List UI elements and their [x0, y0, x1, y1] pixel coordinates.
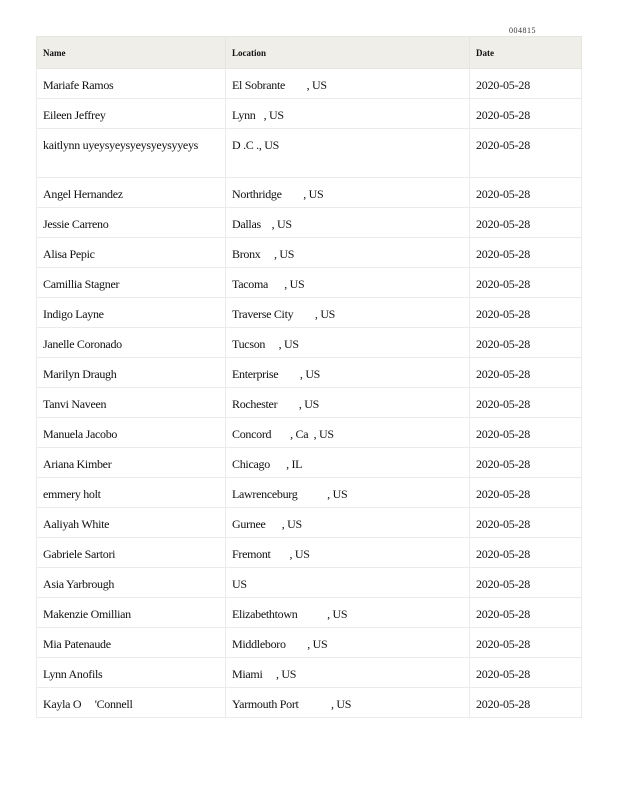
cell-name: Angel Hernandez: [37, 178, 226, 208]
cell-date: 2020-05-28: [470, 328, 582, 358]
cell-name: Jessie Carreno: [37, 208, 226, 238]
table-row: [37, 268, 582, 298]
table-body: [37, 69, 582, 718]
cell-date: 2020-05-28: [470, 358, 582, 388]
cell-date: 2020-05-28: [470, 418, 582, 448]
cell-name: Mia Patenaude: [37, 628, 226, 658]
cell-name: emmery holt: [37, 478, 226, 508]
table-row: [37, 69, 582, 99]
cell-name: Manuela Jacobo: [37, 418, 226, 448]
table-row: [37, 129, 582, 178]
cell-name: Lynn Anofils: [37, 658, 226, 688]
cell-location: Northridge , US: [226, 178, 470, 208]
cell-name: kaitlynn uyeysyeysyeysyeysyyeys: [37, 129, 226, 178]
table-row: [37, 99, 582, 129]
cell-date: 2020-05-28: [470, 69, 582, 99]
cell-name: Alisa Pepic: [37, 238, 226, 268]
cell-date: 2020-05-28: [470, 448, 582, 478]
table-row: [37, 478, 582, 508]
cell-location: Dallas , US: [226, 208, 470, 238]
table-row: [37, 238, 582, 268]
cell-location: Enterprise , US: [226, 358, 470, 388]
cell-name: Indigo Layne: [37, 298, 226, 328]
cell-date: 2020-05-28: [470, 598, 582, 628]
table-row: [37, 418, 582, 448]
cell-location: Concord , Ca , US: [226, 418, 470, 448]
table-row: [37, 628, 582, 658]
cell-location: Gurnee , US: [226, 508, 470, 538]
column-header-location: Location: [226, 37, 470, 69]
cell-location: Tacoma , US: [226, 268, 470, 298]
cell-name: Makenzie Omillian: [37, 598, 226, 628]
cell-date: 2020-05-28: [470, 628, 582, 658]
table-row: [37, 508, 582, 538]
table-row: [37, 328, 582, 358]
cell-date: 2020-05-28: [470, 99, 582, 129]
cell-location: Yarmouth Port , US: [226, 688, 470, 718]
header-row: [37, 37, 582, 69]
table-row: [37, 388, 582, 418]
cell-location: Chicago , IL: [226, 448, 470, 478]
cell-date: 2020-05-28: [470, 388, 582, 418]
table-row: [37, 358, 582, 388]
cell-location: D .C ., US: [226, 129, 470, 178]
cell-date: 2020-05-28: [470, 658, 582, 688]
table-row: [37, 658, 582, 688]
cell-date: 2020-05-28: [470, 538, 582, 568]
cell-date: 2020-05-28: [470, 129, 582, 178]
cell-location: Fremont , US: [226, 538, 470, 568]
table-row: [37, 568, 582, 598]
cell-name: Kayla O 'Connell: [37, 688, 226, 718]
signature-table: [36, 36, 582, 718]
cell-name: Mariafe Ramos: [37, 69, 226, 99]
table-row: [37, 448, 582, 478]
cell-location: Elizabethtown , US: [226, 598, 470, 628]
table-row: [37, 178, 582, 208]
cell-name: Aaliyah White: [37, 508, 226, 538]
cell-name: Janelle Coronado: [37, 328, 226, 358]
table-header: [37, 37, 582, 69]
cell-location: US: [226, 568, 470, 598]
cell-name: Camillia Stagner: [37, 268, 226, 298]
table-row: [37, 538, 582, 568]
cell-location: Traverse City , US: [226, 298, 470, 328]
cell-name: Ariana Kimber: [37, 448, 226, 478]
cell-date: 2020-05-28: [470, 568, 582, 598]
column-header-date: Date: [470, 37, 582, 69]
column-header-name: Name: [37, 37, 226, 69]
cell-location: Lynn , US: [226, 99, 470, 129]
table-row: [37, 598, 582, 628]
cell-location: Lawrenceburg , US: [226, 478, 470, 508]
cell-location: Tucson , US: [226, 328, 470, 358]
cell-location: Rochester , US: [226, 388, 470, 418]
cell-name: Gabriele Sartori: [37, 538, 226, 568]
table-row: [37, 688, 582, 718]
cell-location: Middleboro , US: [226, 628, 470, 658]
cell-date: 2020-05-28: [470, 508, 582, 538]
page-number: 004815: [509, 26, 536, 35]
table-row: [37, 298, 582, 328]
cell-name: Tanvi Naveen: [37, 388, 226, 418]
cell-date: 2020-05-28: [470, 238, 582, 268]
cell-name: Eileen Jeffrey: [37, 99, 226, 129]
cell-location: Miami , US: [226, 658, 470, 688]
cell-date: 2020-05-28: [470, 298, 582, 328]
table-row: [37, 208, 582, 238]
cell-date: 2020-05-28: [470, 478, 582, 508]
cell-location: El Sobrante , US: [226, 69, 470, 99]
cell-date: 2020-05-28: [470, 208, 582, 238]
cell-date: 2020-05-28: [470, 268, 582, 298]
cell-name: Marilyn Draugh: [37, 358, 226, 388]
cell-date: 2020-05-28: [470, 178, 582, 208]
cell-name: Asia Yarbrough: [37, 568, 226, 598]
cell-date: 2020-05-28: [470, 688, 582, 718]
cell-location: Bronx , US: [226, 238, 470, 268]
